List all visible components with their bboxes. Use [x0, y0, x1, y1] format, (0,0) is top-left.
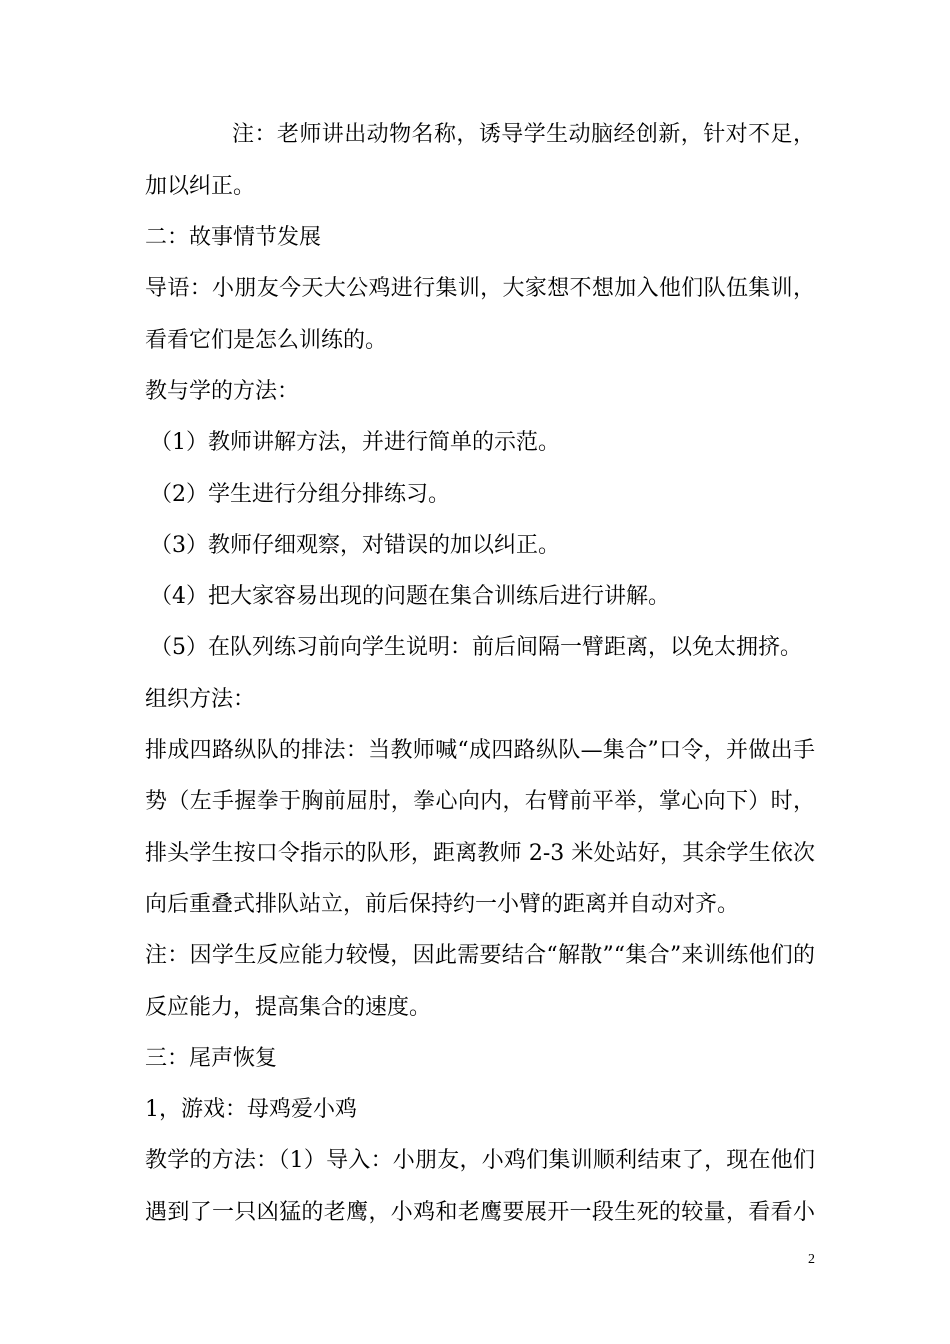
subheading-teaching-method: 教与学的方法：	[145, 379, 300, 404]
text-line-note-2-cont: 反应能力，提高集合的速度。	[145, 995, 432, 1020]
section-heading-ending: 三：尾声恢复	[145, 1046, 278, 1071]
text-line-intro: 导语：小朋友今天大公鸡进行集训，大家想不想加入他们队伍集训，	[145, 276, 815, 301]
list-item-1: （1）教师讲解方法，并进行简单的示范。	[150, 430, 560, 455]
text-line-note-2: 注：因学生反应能力较慢，因此需要结合“解散”“集合”来训练他们的	[145, 943, 815, 968]
text-line-game-method-1: 教学的方法：（1）导入：小朋友，小鸡们集训顺利结束了，现在他们	[145, 1148, 815, 1173]
list-item-4: （4）把大家容易出现的问题在集合训练后进行讲解。	[150, 584, 670, 609]
list-item-5: （5）在队列练习前向学生说明：前后间隔一臂距离，以免太拥挤。	[150, 635, 802, 660]
text-line-formation-1: 排成四路纵队的排法：当教师喊“成四路纵队—集合”口令，并做出手	[145, 738, 815, 763]
text-line-note-1-cont: 加以纠正。	[145, 174, 256, 199]
text-line-formation-4: 向后重叠式排队站立，前后保持约一小臂的距离并自动对齐。	[145, 892, 740, 917]
list-item-2: （2）学生进行分组分排练习。	[150, 482, 450, 507]
text-line-game-title: 1，游戏：母鸡爱小鸡	[145, 1097, 357, 1122]
subheading-organization: 组织方法：	[145, 687, 256, 712]
text-line-intro-cont: 看看它们是怎么训练的。	[145, 328, 388, 353]
section-heading-story: 二：故事情节发展	[145, 225, 322, 250]
text-line-formation-2: 势（左手握拳于胸前屈肘，拳心向内，右臂前平举，掌心向下）时，	[145, 789, 815, 814]
text-line-note-1: 注：老师讲出动物名称，诱导学生动脑经创新，针对不足，	[232, 122, 815, 147]
list-item-3: （3）教师仔细观察，对错误的加以纠正。	[150, 533, 560, 558]
text-line-formation-3: 排头学生按口令指示的队形，距离教师 2-3 米处站好，其余学生依次	[145, 841, 815, 866]
text-line-game-method-2: 遇到了一只凶猛的老鹰，小鸡和老鹰要展开一段生死的较量，看看小	[145, 1200, 815, 1225]
page-number: 2	[808, 1252, 815, 1267]
